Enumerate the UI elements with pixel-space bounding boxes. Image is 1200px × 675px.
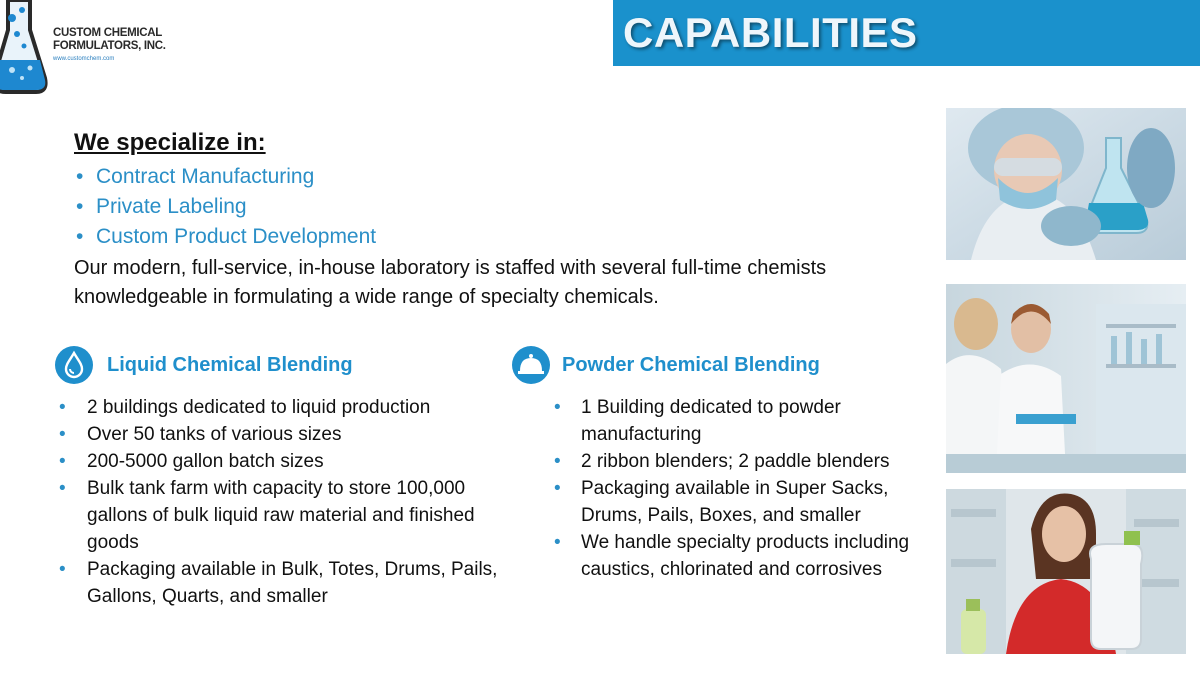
- specialty-item: • Custom Product Development: [74, 222, 924, 252]
- company-url[interactable]: www.customchem.com: [53, 56, 115, 62]
- company-logo: [0, 0, 200, 100]
- specialties-list: [74, 162, 924, 252]
- woman-with-detergent-bottle-photo: [946, 489, 1186, 654]
- lab-team-photo: [946, 284, 1186, 473]
- specialize-heading: We specialize in:: [74, 129, 266, 156]
- powder-bell-icon: [512, 346, 550, 384]
- page-title: CAPABILITIES: [623, 9, 918, 56]
- liquid-blending-title: Liquid Chemical Blending: [107, 354, 353, 376]
- laboratory-paragraph: Our modern, full-service, in-house laboratory is staffed with several full-time chemists knowledgeable in formulating a wide range of specialty chemicals.: [74, 257, 827, 308]
- flask-logo-icon: [0, 0, 52, 96]
- scientist-with-flask-photo: [946, 108, 1186, 260]
- list-item: • Over 50 tanks of various sizes: [55, 421, 510, 448]
- powder-blending-section: [512, 344, 952, 583]
- list-item: • We handle specialty products including caustics, chlorinated and corrosives: [512, 529, 952, 583]
- powder-blending-header: [512, 344, 952, 388]
- list-item: • Bulk tank farm with capacity to store 100,000 gallons of bulk liquid raw material and finished goods: [55, 475, 510, 556]
- liquid-blending-section: [55, 344, 510, 610]
- title-bar: [613, 0, 1200, 66]
- liquid-bullet-list: [55, 394, 510, 610]
- list-item: • 1 Building dedicated to powder manufacturing: [512, 394, 952, 448]
- specialty-item: • Contract Manufacturing: [74, 162, 924, 192]
- specialty-item: • Private Labeling: [74, 192, 924, 222]
- water-drop-icon: [55, 346, 93, 384]
- powder-bullet-list: [512, 394, 952, 583]
- intro-section: [74, 128, 924, 312]
- list-item: • Packaging available in Super Sacks, Drums, Pails, Boxes, and smaller: [512, 475, 952, 529]
- list-item: • Packaging available in Bulk, Totes, Drums, Pails, Gallons, Quarts, and smaller: [55, 556, 510, 610]
- powder-blending-title: Powder Chemical Blending: [562, 354, 820, 376]
- list-item: • 200-5000 gallon batch sizes: [55, 448, 510, 475]
- list-item: • 2 ribbon blenders; 2 paddle blenders: [512, 448, 952, 475]
- liquid-blending-header: [55, 344, 510, 388]
- company-name: CUSTOM CHEMICAL FORMULATORS, INC.: [53, 27, 166, 52]
- list-item: • 2 buildings dedicated to liquid production: [55, 394, 510, 421]
